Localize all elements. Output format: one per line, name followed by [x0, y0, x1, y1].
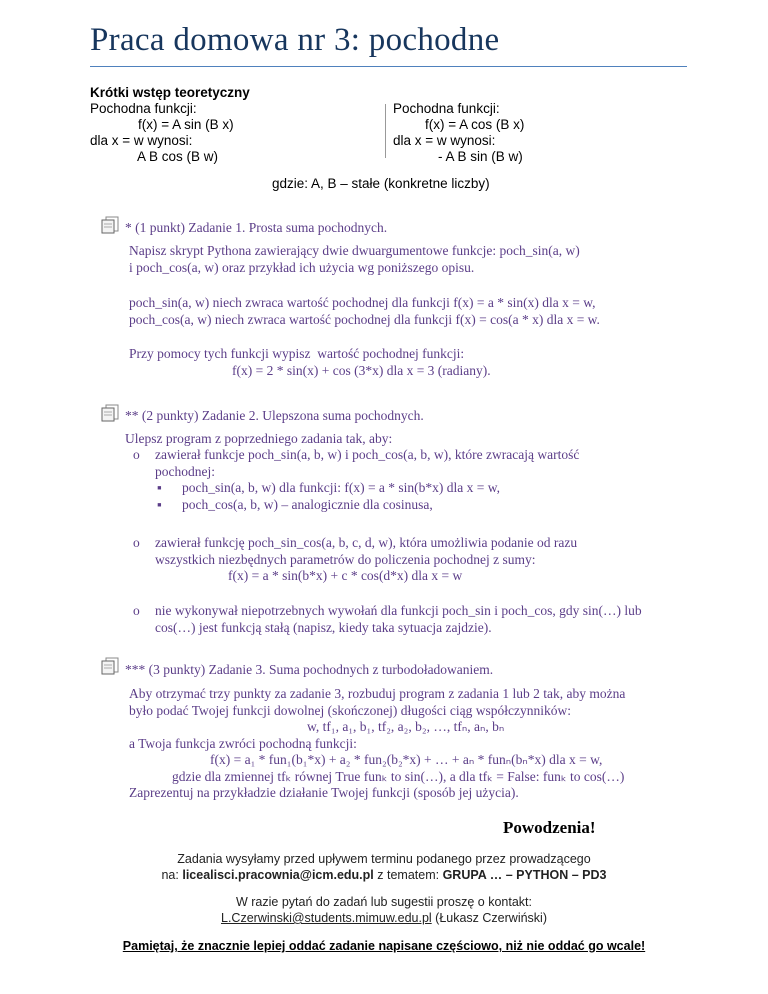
theory-left-l4: A B cos (B w) — [137, 149, 219, 164]
task2-bullet-1-marker: o — [133, 447, 140, 462]
task2-intro: Ulepsz program z poprzedniego zadania tak, aby: — [125, 431, 393, 446]
task2-b3a: nie wykonywał niepotrzebnych wywołań dla funkcji poch_sin i poch_cos, gdy sin(…) lub — [155, 603, 642, 618]
page-title: Praca domowa nr 3: pochodne — [90, 22, 500, 58]
theory-heading: Krótki wstęp teoretyczny — [90, 85, 250, 100]
task1-p3a: Przy pomocy tych funkcji wypisz wartość pochodnej funkcji: — [129, 346, 465, 361]
footer-line-2 — [0, 867, 768, 883]
contact-name: (Łukasz Czerwiński) — [431, 911, 547, 925]
theory-right-l1: Pochodna funkcji: — [393, 101, 500, 116]
submission-subject: GRUPA … – PYTHON – PD3 — [442, 868, 607, 882]
task1-p1b: i poch_cos(a, w) oraz przykład ich użycia wg poniższego opisu. — [129, 259, 475, 275]
good-luck-text: Powodzenia! — [503, 818, 596, 837]
submission-email[interactable]: licealisci.pracownia@icm.edu.pl — [182, 868, 374, 882]
theory-right-l2: f(x) = A cos (B x) — [425, 117, 525, 132]
document-icon — [100, 404, 120, 422]
footer-prefix: na: — [161, 868, 183, 882]
task2-b2a: zawierał funkcję poch_sin_cos(a, b, c, d, w), która umożliwia podanie od razu — [155, 535, 578, 550]
task3-header: *** (3 punkty) Zadanie 3. Suma pochodnych z turbodoładowaniem. — [125, 662, 494, 677]
title-divider — [90, 66, 687, 67]
task3-l3: w, tf₁, a₁, b₁, tf₂, a₂, b₂, …, tfₙ, aₙ, bₙ — [307, 719, 505, 734]
task1-p2a: poch_sin(a, w) niech zwraca wartość pochodnej dla funkcji f(x) = a * sin(x) dla x = w, — [129, 295, 596, 310]
task3-l1: Aby otrzymać trzy punkty za zadanie 3, rozbuduj program z zadania 1 lub 2 tak, aby można — [129, 686, 626, 701]
task1-body — [129, 243, 580, 276]
task2-b2b: wszystkich niezbędnych parametrów do policzenia pochodnej z sumy: — [155, 551, 536, 567]
task1-p1a: Napisz skrypt Pythona zawierający dwie dwuargumentowe funkcje: poch_sin(a, w) — [129, 243, 580, 258]
task1-body-2 — [129, 295, 600, 328]
task2-b2c: f(x) = a * sin(b*x) + c * cos(d*x) dla x = w — [228, 568, 463, 583]
footer-reminder: Pamiętaj, że znacznie lepiej oddać zadanie napisane częściowo, niż nie oddać go wcale! — [122, 939, 646, 953]
square-bullet-icon: ▪ — [157, 497, 162, 512]
footer-line-4 — [0, 910, 768, 926]
task3-l5: f(x) = a₁ * fun₁(b₁*x) + a₂ * fun₂(b₂*x) + … + aₙ * funₙ(bₙ*x) dla x = w, — [210, 752, 603, 767]
footer-line-3: W razie pytań do zadań lub sugestii proszę o kontakt: — [236, 895, 532, 909]
square-bullet-icon: ▪ — [157, 480, 162, 495]
task2-b3b: cos(…) jest funkcją stałą (napisz, kiedy taka sytuacja zajdzie). — [155, 619, 492, 635]
task3-l7: Zaprezentuj na przykładzie działanie Twojej funkcji (sposób jej użycia). — [129, 785, 519, 800]
task1-p3b: f(x) = 2 * sin(x) + cos (3*x) dla x = 3 (radiany). — [232, 362, 491, 378]
theory-note: gdzie: A, B – stałe (konkretne liczby) — [272, 176, 490, 191]
task2-bullet-1 — [155, 447, 579, 480]
theory-intro — [90, 85, 250, 165]
task2-bullet-3-marker: o — [133, 603, 140, 618]
theory-right — [393, 101, 524, 165]
document-icon — [100, 657, 120, 675]
task1-header: * (1 punkt) Zadanie 1. Prosta suma pochodnych. — [125, 220, 388, 235]
task1-body-3 — [129, 346, 491, 379]
task1-p2b: poch_cos(a, w) niech zwraca wartość pochodnej dla funkcji f(x) = cos(a * x) dla x = w. — [129, 311, 600, 327]
footer-line-1: Zadania wysyłamy przed upływem terminu podanego przez prowadzącego — [177, 852, 591, 866]
task2-bullet-2-marker: o — [133, 535, 140, 550]
task2-sub-1: poch_sin(a, b, w) dla funkcji: f(x) = a * sin(b*x) dla x = w, — [182, 480, 501, 495]
document-icon — [100, 216, 120, 234]
theory-right-l3: dla x = w wynosi: — [393, 133, 496, 148]
task2-sub-2: poch_cos(a, b, w) – analogicznie dla cosinusa, — [182, 497, 433, 512]
task2-bullet-2 — [155, 535, 577, 585]
task2-header: ** (2 punkty) Zadanie 2. Ulepszona suma pochodnych. — [125, 408, 424, 423]
theory-left-l2: f(x) = A sin (B x) — [138, 117, 234, 132]
task2-bullet-3 — [155, 603, 642, 636]
task2-b1a: zawierał funkcje poch_sin(a, b, w) i poch_cos(a, b, w), które zwracają wartość — [155, 447, 580, 462]
task3-l2: było podać Twojej funkcji dowolnej (skończonej) długości ciąg współczynników: — [129, 702, 571, 718]
theory-left-l1: Pochodna funkcji: — [90, 101, 197, 116]
theory-column-divider — [385, 104, 386, 158]
task3-body — [129, 686, 625, 802]
footer-subject-label: z tematem: — [373, 868, 443, 882]
theory-left-l3: dla x = w wynosi: — [90, 133, 193, 148]
theory-right-l4: - A B sin (B w) — [438, 149, 523, 164]
task3-l6: gdzie dla zmiennej tfₖ równej True funₖ to sin(…), a dla tfₖ = False: funₖ to cos(…) — [172, 768, 625, 784]
task2-b1b: pochodnej: — [155, 463, 215, 479]
task3-l4: a Twoja funkcja zwróci pochodną funkcji: — [129, 735, 357, 751]
contact-email-link[interactable]: L.Czerwinski@students.mimuw.edu.pl — [221, 911, 432, 925]
